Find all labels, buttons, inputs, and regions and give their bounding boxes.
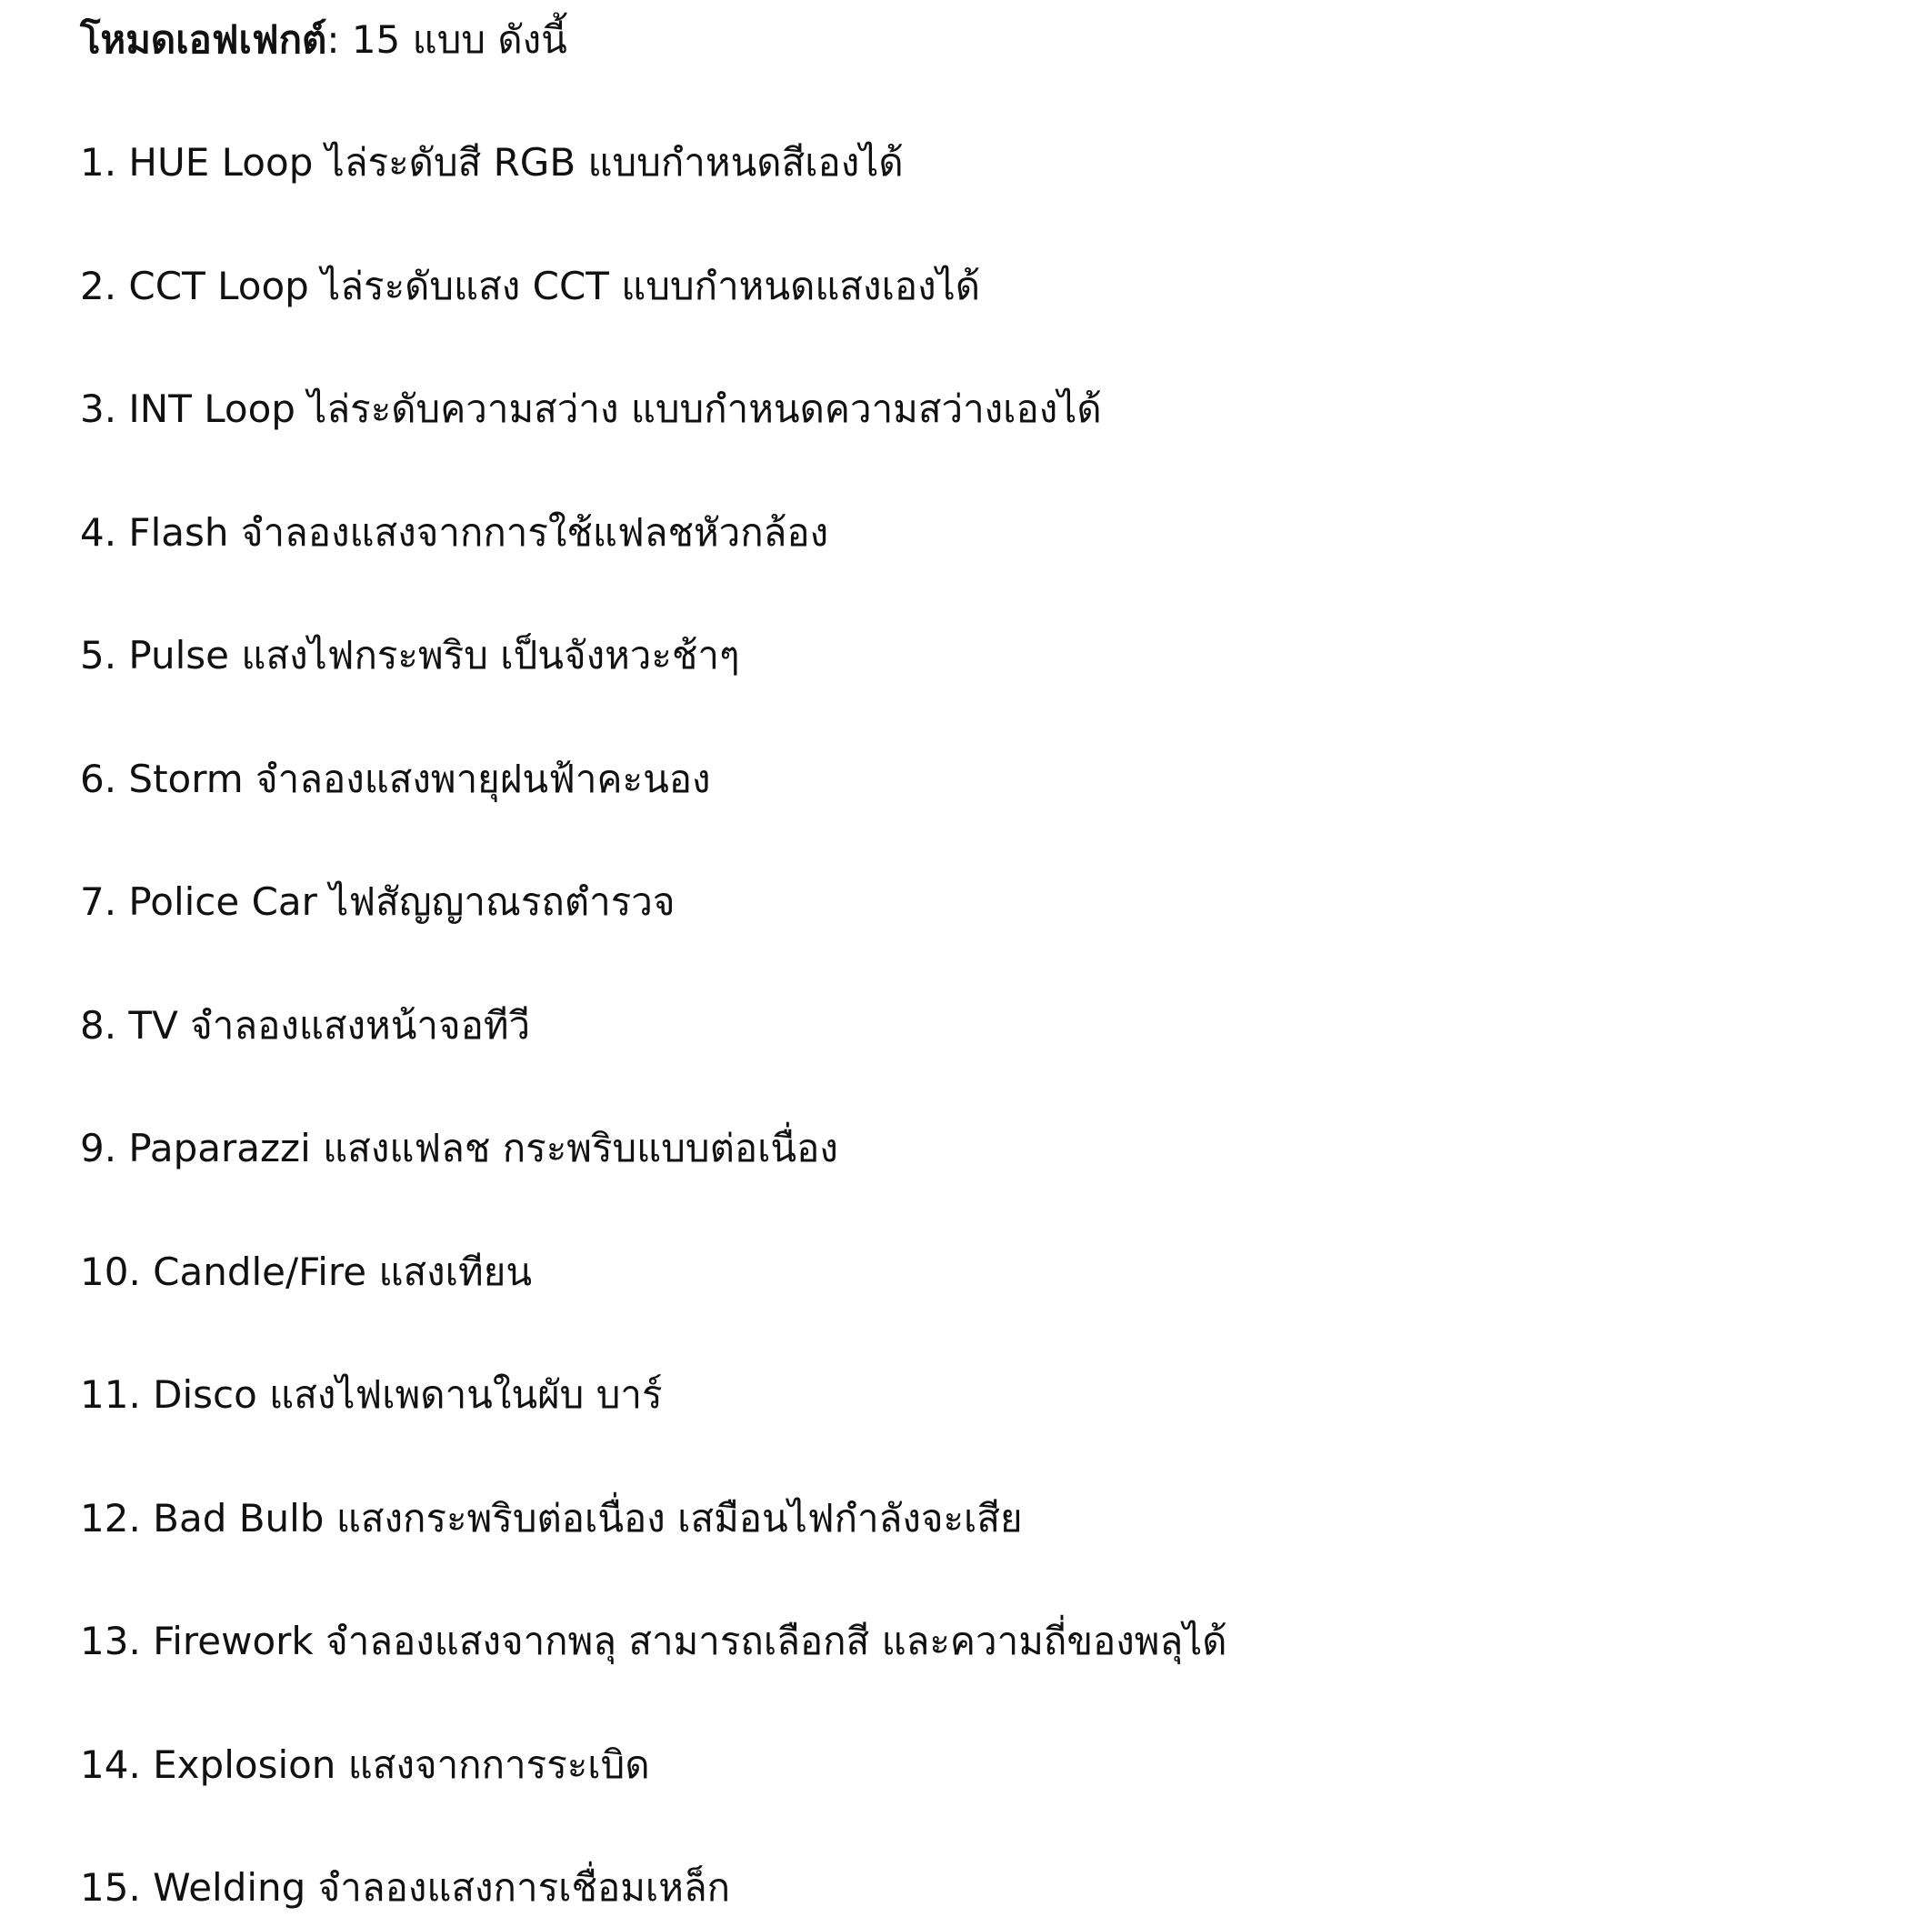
heading-rest: : 15 แบบ ดังนี้ [326,17,567,62]
list-item-10: 10. Candle/Fire แสงเทียน [80,1249,533,1294]
list-item-6: 6. Storm จำลองแสงพายุฝนฟ้าคะนอง [80,756,711,801]
list-item-7: 7. Police Car ไฟสัญญาณรถตำรวจ [80,879,676,924]
list-item-9: 9. Paparazzi แสงแฟลช กระพริบแบบต่อเนื่อง [80,1126,838,1170]
document [80,11,1898,1917]
list-item-1: 1. HUE Loop ไล่ระดับสี RGB แบบกำหนดสีเองได้ [80,140,904,185]
list-item-4: 4. Flash จำลองแสงจากการใช้แฟลชหัวกล้อง [80,509,829,555]
heading [80,11,1898,69]
list-item-3: 3. INT Loop ไล่ระดับความสว่าง แบบกำหนดความสว่างเองได้ [80,386,1102,431]
heading-bold: โหมดเอฟเฟกต์ [80,17,327,62]
list-item-5: 5. Pulse แสงไฟกระพริบ เป็นจังหวะช้าๆ [80,633,740,677]
list-item-11: 11. Disco แสงไฟเพดานในผับ บาร์ [80,1372,663,1417]
effect-list [80,134,1898,1917]
list-item-8: 8. TV จำลองแสงหน้าจอทีวี [80,1002,531,1048]
list-item-12: 12. Bad Bulb แสงกระพริบต่อเนื่อง เสมือนไฟกำลังจะเสีย [80,1495,1023,1541]
list-item-14: 14. Explosion แสงจากการระเบิด [80,1741,650,1787]
list-item-13: 13. Firework จำลองแสงจากพลุ สามารถเลือกสี และความถี่ของพลุได้ [80,1619,1227,1663]
list-item-15: 15. Welding จำลองแสงการเชื่อมเหล็ก [80,1865,731,1910]
list-item-2: 2. CCT Loop ไล่ระดับแสง CCT แบบกำหนดแสงเองได้ [80,263,981,308]
